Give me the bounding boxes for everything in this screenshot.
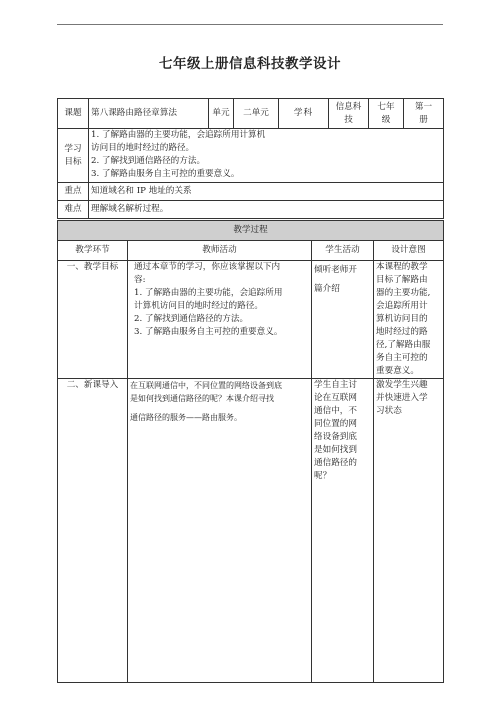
difficulty-value: 理解域名解析过程。 (89, 201, 444, 219)
text-line: 篇介绍 (314, 284, 340, 294)
process-section-title: 教学过程 (58, 221, 444, 241)
text-line: 本课程的教学 (376, 262, 428, 272)
table-row (58, 261, 444, 379)
goals-label-line-2: 目标 (64, 156, 82, 167)
goals-content (89, 129, 444, 183)
volume-value-line-1: 第一 (414, 101, 433, 112)
text-line: 器的主要功能, (376, 288, 431, 298)
stage-cell: 二、新课导入 (58, 379, 128, 683)
volume-value-line-2: 册 (419, 114, 428, 125)
student-cell (312, 261, 374, 379)
text-line: 通信路径的 (314, 458, 357, 468)
goal-line: 3. 了解路由服务自主可控的重要意义。 (91, 169, 240, 179)
text-line: 目标了解路由 (376, 275, 428, 285)
key-point-value: 知道域名和 IP 地址的关系 (89, 183, 444, 201)
header-stage: 教学环节 (58, 241, 128, 261)
stage-cell: 一、教学目标 (58, 261, 128, 379)
text-line: 是如何找到 (314, 445, 357, 455)
text-line: 重要意义。 (376, 366, 419, 376)
subject-value-line-2: 技 (344, 114, 353, 125)
document-title: 七年级上册信息科技教学设计 (159, 56, 341, 72)
teaching-process-table (57, 220, 444, 683)
volume-value (404, 99, 444, 129)
lesson-label: 课题 (58, 99, 89, 129)
text-line: 通信中，不 (314, 406, 357, 416)
text-line: 倾听老师开 (314, 265, 357, 275)
grade-value-line-1: 七年 (377, 101, 395, 112)
text-line: 算机访问目的 (376, 314, 428, 324)
text-line: 会追踪所用计 (376, 301, 428, 311)
teacher-cell (128, 379, 312, 683)
text-line: 论在互联网 (314, 393, 357, 403)
unit-label: 单元 (209, 99, 234, 129)
subject-label: 学科 (279, 99, 329, 129)
text-line: 络设备到底 (314, 432, 357, 442)
text-line: 1. 了解路由器的主要功能，会追踪所用 (134, 288, 283, 298)
goals-label-line-1: 学习 (64, 143, 82, 154)
text-line: 呢？ (314, 471, 332, 481)
lesson-value: 第八课路由路径章算法 (89, 99, 209, 129)
text-line: 2. 了解找到通信路径的方法。 (134, 314, 249, 324)
student-cell (312, 379, 374, 683)
text-line: 计算机访问目的地时经过的路径。 (134, 301, 263, 311)
goal-line: 1. 了解路由器的主要功能，会追踪所用计算机 (91, 130, 266, 140)
header-teacher: 教师活动 (128, 241, 312, 261)
text-line: 学生自主讨 (314, 380, 357, 390)
teacher-cell (128, 261, 312, 379)
text-line: 在互联网通信中，不同位置的网络设备到底 (130, 381, 282, 390)
text-line: 务自主可控的 (376, 353, 428, 363)
grade-value (369, 99, 404, 129)
key-point-label: 重点 (58, 183, 89, 201)
text-line: 地时经过的路 (376, 327, 428, 337)
text-line: 是如何找到通信路径的呢？本课介绍寻找 (130, 394, 274, 403)
text-line: 习状态 (376, 406, 402, 416)
text-line: 径,了解路由服 (376, 340, 431, 350)
text-line: 激发学生兴趣 (376, 380, 428, 390)
goal-line: 2. 了解找到通信路径的方法。 (91, 156, 206, 166)
table-row (58, 379, 444, 683)
text-line: 并快速进入学 (376, 393, 428, 403)
header-student: 学生活动 (312, 241, 374, 261)
header-intent: 设计意图 (374, 241, 444, 261)
subject-value-line-1: 信息科 (335, 101, 362, 112)
lesson-info-table (57, 98, 444, 219)
goals-label (58, 129, 89, 183)
text-line: 同位置的网 (314, 419, 357, 429)
grade-value-line-2: 级 (381, 114, 391, 125)
text-line: 通过本章节的学习，你应该掌握以下内 (134, 262, 281, 272)
intent-cell (374, 261, 444, 379)
header-rule (57, 24, 443, 25)
goal-line: 访问目的地时经过的路径。 (91, 143, 195, 153)
difficulty-label: 难点 (58, 201, 89, 219)
text-line: 3. 了解路由服务自主可控的重要意义。 (134, 327, 283, 337)
subject-value (329, 99, 369, 129)
text-line: 通信路径的服务——路由服务。 (130, 413, 242, 422)
intent-cell (374, 379, 444, 683)
text-line: 容: (134, 275, 146, 285)
unit-value: 二单元 (234, 99, 279, 129)
